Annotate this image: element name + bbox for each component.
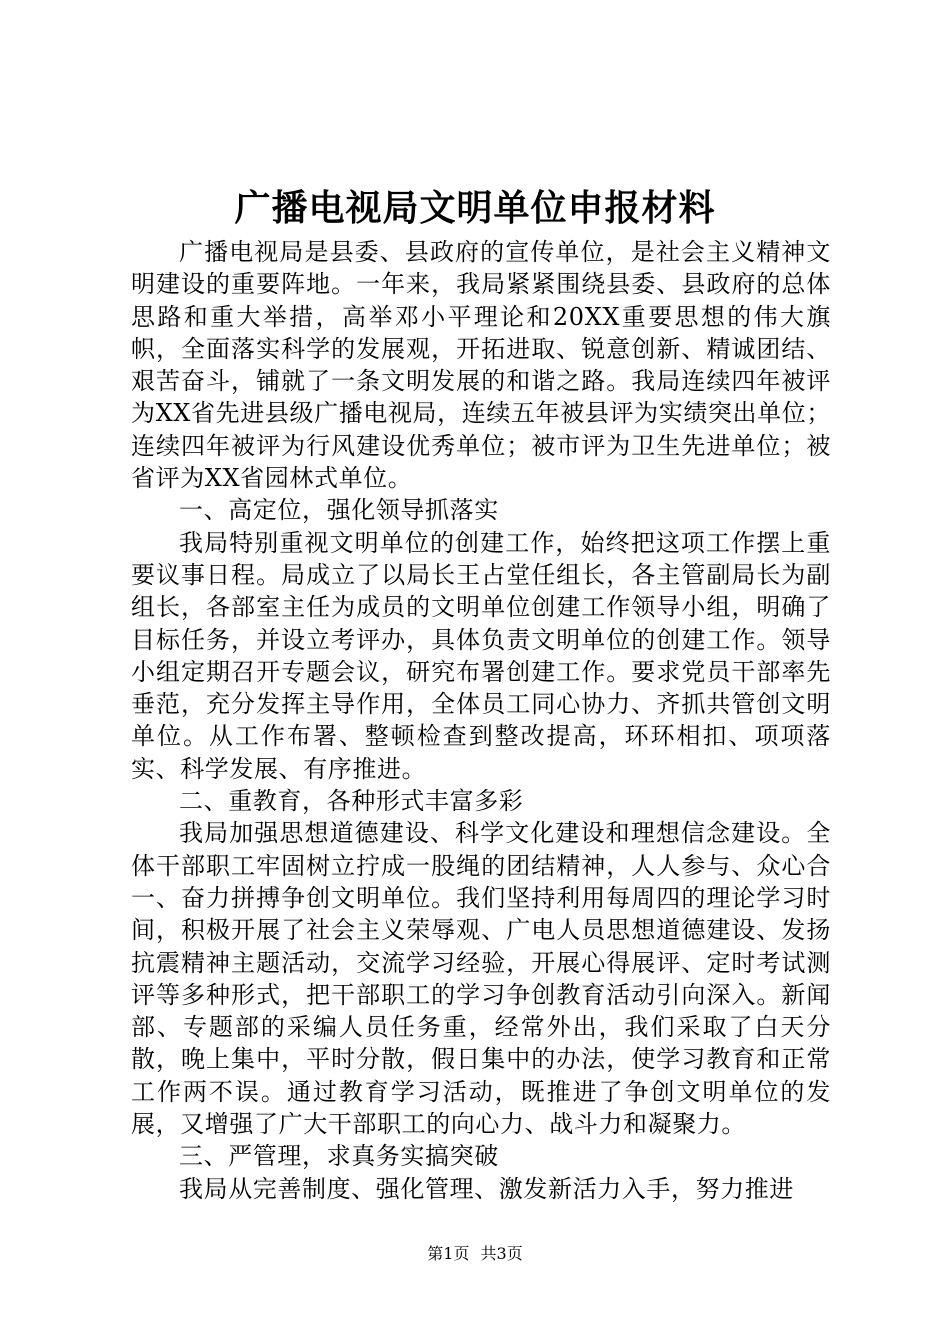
paragraph-intro: 广播电视局是县委、县政府的宣传单位，是社会主义精神文明建设的重要阵地。一年来，我局紧紧围绕县委、县政府的总体思路和重大举措，高举邓小平理论和20XX重要思想的伟大旗帜，全面落实科学的发展观，开拓进取、锐意创新、精诚团结、艰苦奋斗，铺就了一条文明发展的和谐之路。我局连续四年被评为XX省先进县级广播电视局，连续五年被县评为实绩突出单位；连续四年被评为行风建设优秀单位；被市评为卫生先进单位；被省评为XX省园林式单位。 xyxy=(131,238,831,493)
page-number-footer: 第1页 共3页 xyxy=(427,1244,523,1263)
document-body xyxy=(131,236,831,1205)
section-heading-2: 二、重教育，各种形式丰富多彩 xyxy=(179,787,524,816)
paragraph-section-3: 我局从完善制度、强化管理、激发新活力入手，努力推进 xyxy=(179,1174,794,1203)
paragraph-section-2: 我局加强思想道德建设、科学文化建设和理想信念建设。全体干部职工牢固树立拧成一股绳的团结精神，人人参与、众心合一、奋力拼搏争创文明单位。我们坚持利用每周四的理论学习时间，积极开展了社会主义荣辱观、广电人员思想道德建设、发扬抗震精神主题活动，交流学习经验，开展心得展评、定时考试测评等多种形式，把干部职工的学习争创教育活动引向深入。新闻部、专题部的采编人员任务重，经常外出，我们采取了白天分散，晚上集中，平时分散，假日集中的办法，使学习教育和正常工作两不误。通过教育学习活动，既推进了争创文明单位的发展，又增强了广大干部职工的向心力、战斗力和凝聚力。 xyxy=(131,819,831,1139)
document-title: 广播电视局文明单位申报材料 xyxy=(234,187,716,229)
section-heading-3: 三、严管理，求真务实搞突破 xyxy=(179,1142,499,1171)
paragraph-section-1: 我局特别重视文明单位的创建工作，始终把这项工作摆上重要议事日程。局成立了以局长王占堂任组长，各主管副局长为副组长，各部室主任为成员的文明单位创建工作领导小组，明确了目标任务，并设立考评办，具体负责文明单位的创建工作。领导小组定期召开专题会议，研究布署创建工作。要求党员干部率先垂范，充分发挥主导作用，全体员工同心协力、齐抓共管创文明单位。从工作布署、整顿检查到整改提高，环环相扣、项项落实、科学发展、有序推进。 xyxy=(131,528,831,783)
section-heading-1: 一、高定位，强化领导抓落实 xyxy=(179,496,499,525)
